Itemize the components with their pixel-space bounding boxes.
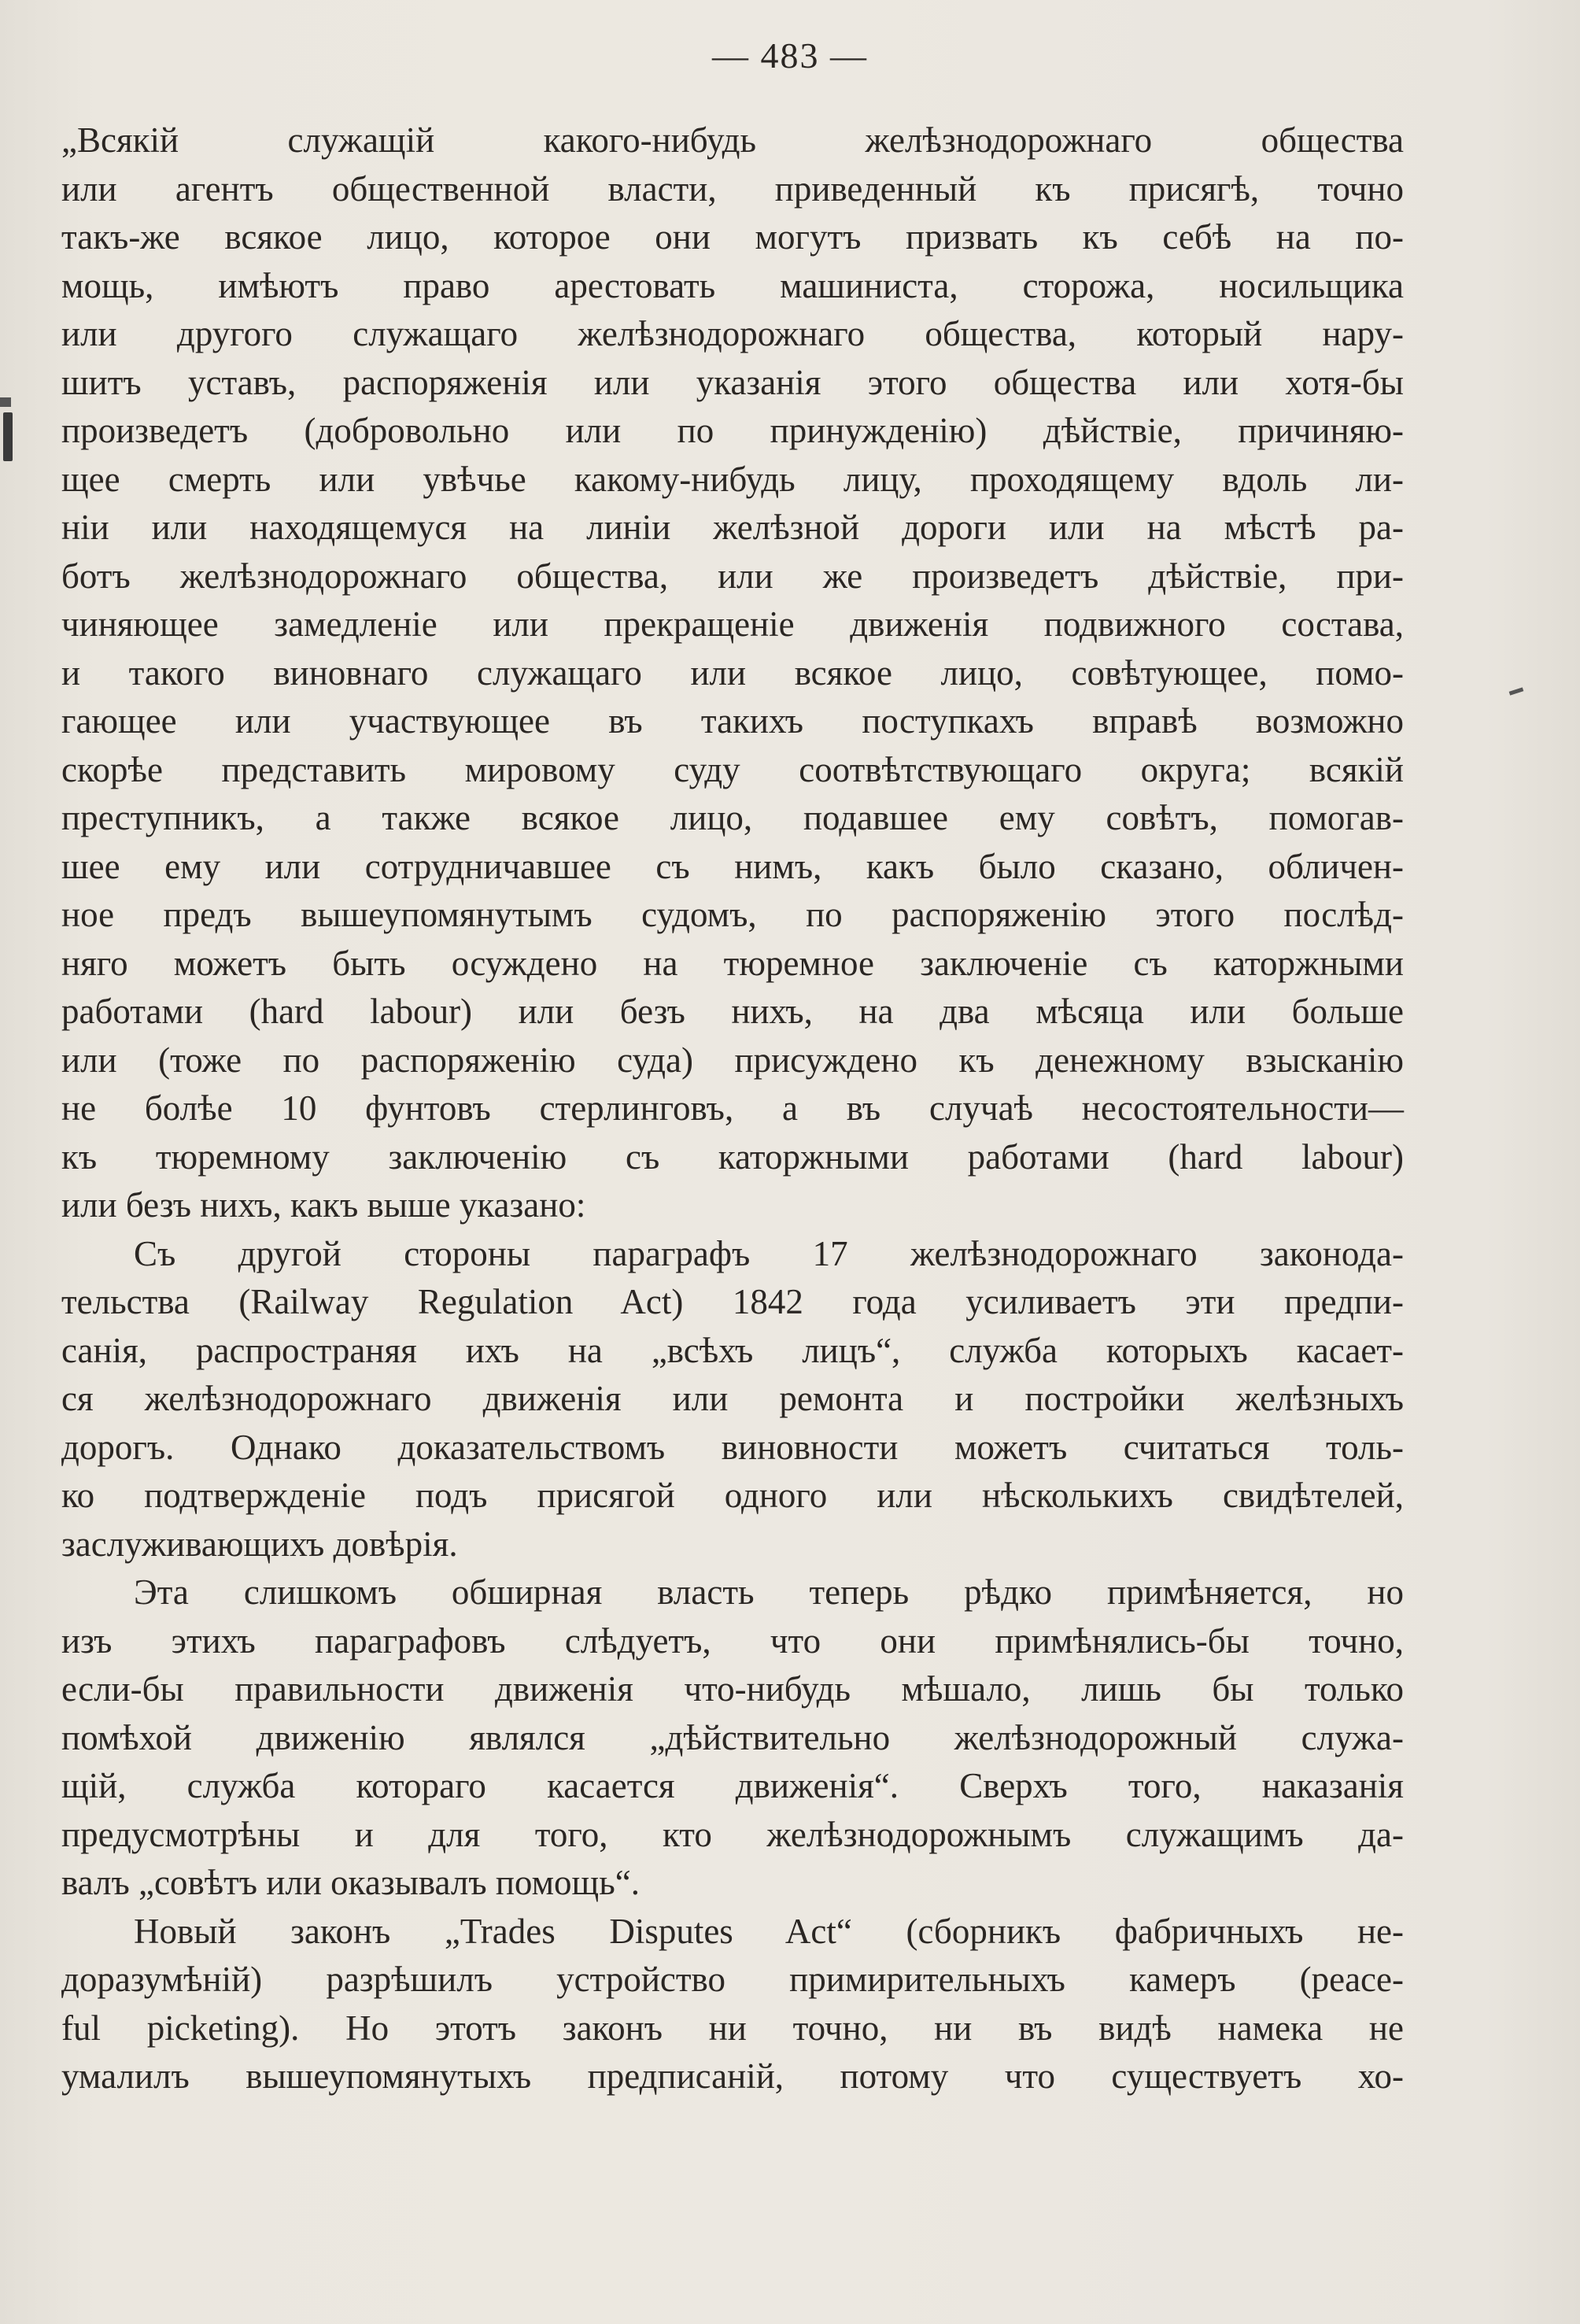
text-line: не болѣе 10 фунтовъ стерлинговъ, а въ случаѣ несостоятельности—	[61, 1088, 1404, 1128]
text-line: ful picketing). Но этотъ законъ ни точно, ни въ видѣ намека не	[61, 2008, 1404, 2048]
text-line: къ тюремному заключенію съ каторжными работами (hard labour)	[61, 1136, 1404, 1177]
text-line: если-бы правильности движенія что-нибудь мѣшало, лишь бы только	[61, 1669, 1404, 1709]
text-line: щее смерть или увѣчье какому-нибудь лицу, проходящему вдоль ли-	[61, 459, 1404, 499]
text-line: или агентъ общественной власти, приведенный къ присягѣ, точно	[61, 168, 1404, 209]
text-line: валъ „совѣтъ или оказывалъ помощь“.	[61, 1863, 640, 1902]
text-line: такъ-же всякое лицо, которое они могутъ призвать къ себѣ на по-	[61, 217, 1404, 257]
paragraph	[61, 1230, 1404, 1569]
text-line: няго можетъ быть осуждено на тюремное заключеніе съ каторжными	[61, 943, 1404, 983]
text-line: предусмотрѣны и для того, кто желѣзнодорожнымъ служащимъ да-	[61, 1814, 1404, 1854]
text-line: дорогъ. Однако доказательствомъ виновности можетъ считаться толь-	[61, 1427, 1404, 1467]
text-line: ся желѣзнодорожнаго движенія или ремонта и постройки желѣзныхъ	[61, 1379, 1404, 1418]
text-line: шее ему или сотрудничавшее съ нимъ, какъ было сказано, обличен-	[61, 846, 1404, 886]
text-line: ко подтвержденіе подъ присягой одного или нѣсколькихъ свидѣтелей,	[61, 1476, 1404, 1515]
page-number: — 483 —	[712, 35, 868, 76]
text-line: заслуживающихъ довѣрія.	[61, 1524, 458, 1564]
text-line: произведетъ (добровольно или по принужденію) дѣйствіе, причиняю-	[61, 411, 1404, 450]
text-line: мощь, имѣютъ право арестовать машиниста, сторожа, носильщика	[61, 265, 1404, 305]
stray-ink-mark	[1509, 687, 1524, 695]
text-line: ніи или находящемуся на линіи желѣзной дороги или на мѣстѣ ра-	[61, 508, 1404, 547]
margin-tab-mark	[0, 397, 11, 407]
text-line: умалилъ вышеупомянутыхъ предписаній, потому что существуетъ хо-	[61, 2056, 1404, 2096]
text-line: изъ этихъ параграфовъ слѣдуетъ, что они примѣнялись-бы точно,	[61, 1620, 1404, 1661]
paragraph	[61, 1908, 1404, 2101]
text-line: Новый законъ „Trades Disputes Act“ (сборникъ фабричныхъ не-	[134, 1911, 1404, 1951]
text-line: „Всякій служащій какого-нибудь желѣзнодорожнаго общества	[61, 120, 1404, 160]
text-line: чиняющее замедленіе или прекращеніе движенія подвижного состава,	[61, 604, 1404, 644]
text-line: шитъ уставъ, распоряженія или указанія этого общества или хотя-бы	[61, 362, 1404, 402]
text-line: щій, служба котораго касается движенія“. Сверхъ того, наказанія	[61, 1766, 1404, 1805]
text-line: Эта слишкомъ обширная власть теперь рѣдко примѣняется, но	[134, 1572, 1404, 1612]
body-text	[61, 116, 1404, 2101]
text-line: тельства (Railway Regulation Act) 1842 года усиливаетъ эти предпи-	[61, 1282, 1404, 1321]
text-line: помѣхой движенію являлся „дѣйствительно желѣзнодорожный служа-	[61, 1717, 1404, 1757]
text-line: доразумѣній) разрѣшилъ устройство примирительныхъ камеръ (peace-	[61, 1960, 1404, 1999]
text-line: санія, распространяя ихъ на „всѣхъ лицъ“, служба которыхъ касает-	[61, 1330, 1404, 1370]
text-line: преступникъ, а также всякое лицо, подавшее ему совѣтъ, помогав-	[61, 798, 1404, 837]
text-line: скорѣе представить мировому суду соотвѣтствующаго округа; всякій	[61, 749, 1404, 789]
text-line: и такого виновнаго служащаго или всякое лицо, совѣтующее, помо-	[61, 652, 1404, 693]
text-line: или (тоже по распоряженію суда) присуждено къ денежному взысканію	[61, 1040, 1404, 1080]
text-line: или безъ нихъ, какъ выше указано:	[61, 1185, 586, 1225]
margin-bracket-mark	[3, 412, 13, 461]
text-line: или другого служащаго желѣзнодорожнаго общества, который нару-	[61, 314, 1404, 353]
text-line: ботъ желѣзнодорожнаго общества, или же произведетъ дѣйствіе, при-	[61, 556, 1404, 596]
text-line: работами (hard labour) или безъ нихъ, на два мѣсяца или больше	[61, 992, 1404, 1031]
text-line: ное предъ вышеупомянутымъ судомъ, по распоряженію этого послѣд-	[61, 895, 1404, 934]
paragraph	[61, 116, 1404, 1230]
text-line: гающее или участвующее въ такихъ поступкахъ вправѣ возможно	[61, 701, 1404, 741]
paragraph	[61, 1568, 1404, 1908]
text-line: Съ другой стороны параграфъ 17 желѣзнодорожнаго законода-	[134, 1233, 1404, 1273]
